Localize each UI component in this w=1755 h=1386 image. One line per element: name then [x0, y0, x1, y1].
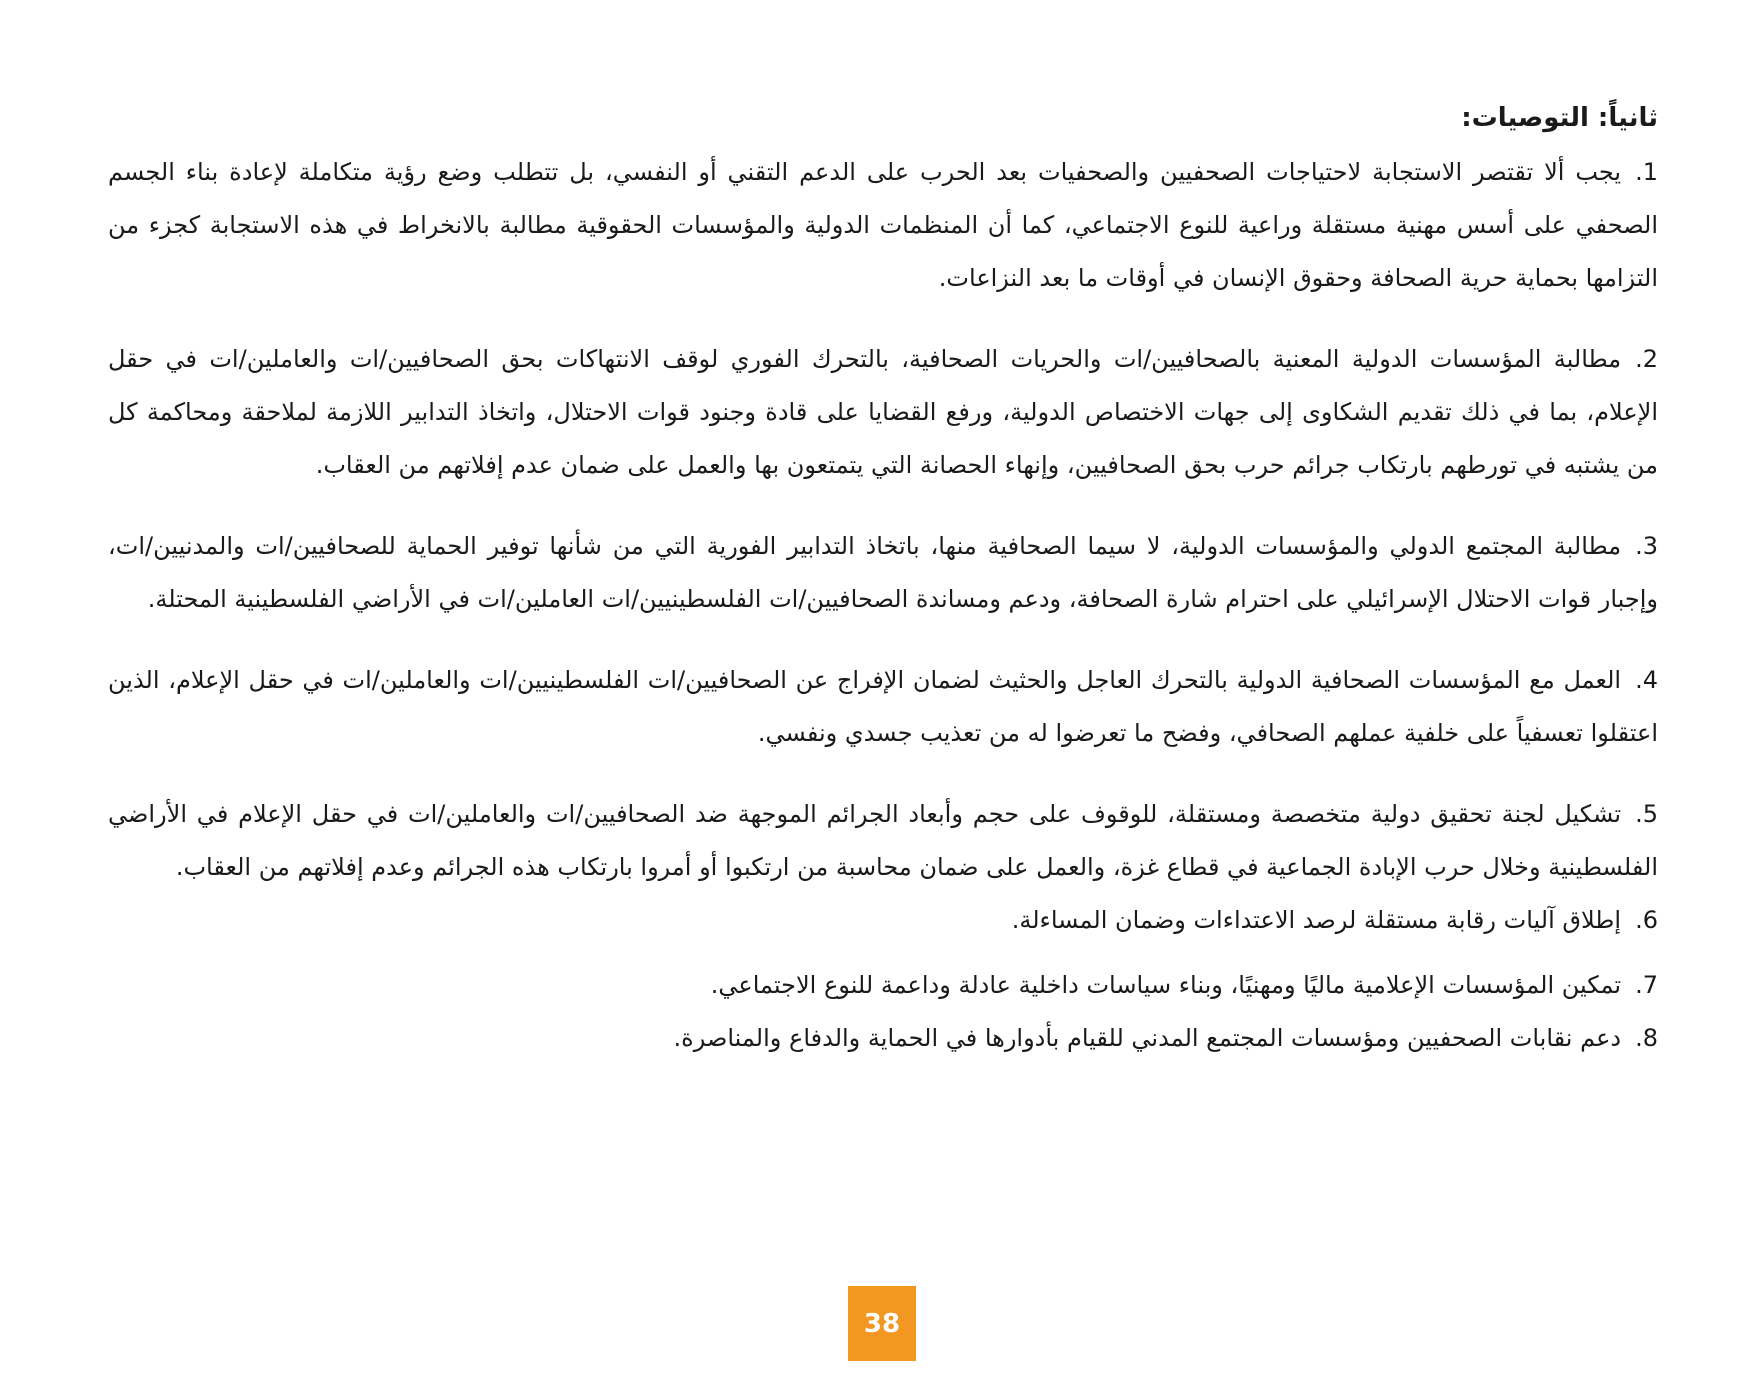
item-number: 3.	[1635, 532, 1658, 560]
item-text: دعم نقابات الصحفيين ومؤسسات المجتمع المدني للقيام بأدوارها في الحماية والدفاع والمناصرة.	[673, 1024, 1622, 1052]
list-item	[108, 146, 1658, 305]
list-item	[108, 333, 1658, 492]
recommendations-list	[108, 146, 1658, 1065]
item-text: يجب ألا تقتصر الاستجابة لاحتياجات الصحفيين والصحفيات بعد الحرب على الدعم التقني أو النفسي، بل تتطلب وضع رؤية متكاملة لإعادة بناء الجسم الصحفي على أسس مهنية مستقلة وراعية للنوع الاجتماعي، كما أن المنظمات الدولية والمؤسسات الحقوقية مطالبة بالانخراط في هذه الاستجابة كجزء من التزامها بحماية حرية الصحافة وحقوق الإنسان في أوقات ما بعد النزاعات.	[108, 158, 1658, 292]
item-text: مطالبة المجتمع الدولي والمؤسسات الدولية، لا سيما الصحافية منها، باتخاذ التدابير الفورية التي من شأنها توفير الحماية للصحافيين/ات والمدنيين/ات، وإجبار قوات الاحتلال الإسرائيلي على احترام شارة الصحافة، ودعم ومساندة الصحافيين/ات الفلسطينيين/ات العاملين/ات في الأراضي الفلسطينية المحتلة.	[108, 532, 1658, 613]
item-number: 8.	[1635, 1024, 1658, 1052]
item-number: 2.	[1635, 345, 1658, 373]
list-item	[108, 520, 1658, 626]
list-item	[108, 894, 1658, 947]
section-heading: ثانياً: التوصيات:	[1461, 103, 1658, 133]
page-number-badge: 38	[848, 1286, 916, 1361]
item-text: مطالبة المؤسسات الدولية المعنية بالصحافيين/ات والحريات الصحافية، بالتحرك الفوري لوقف الانتهاكات بحق الصحافيين/ات والعاملين/ات في حقل الإعلام، بما في ذلك تقديم الشكاوى إلى جهات الاختصاص الدولية، ورفع القضايا على قادة وجنود قوات الاحتلال، واتخاذ التدابير اللازمة لملاحقة ومحاكمة كل من يشتبه في تورطهم بارتكاب جرائم حرب بحق الصحافيين، وإنهاء الحصانة التي يتمتعون بها والعمل على ضمان عدم إفلاتهم من العقاب.	[108, 345, 1658, 479]
item-text: تشكيل لجنة تحقيق دولية متخصصة ومستقلة، للوقوف على حجم وأبعاد الجرائم الموجهة ضد الصحافيين/ات والعاملين/ات في حقل الإعلام في الأراضي الفلسطينية وخلال حرب الإبادة الجماعية في قطاع غزة، والعمل على ضمان محاسبة من ارتكبوا أو أمروا بارتكاب هذه الجرائم وعدم إفلاتهم من العقاب.	[108, 800, 1658, 881]
list-item	[108, 788, 1658, 894]
item-number: 5.	[1635, 800, 1658, 828]
item-number: 6.	[1635, 906, 1658, 934]
item-text: تمكين المؤسسات الإعلامية ماليًا ومهنيًا، وبناء سياسات داخلية عادلة وداعمة للنوع الاجتماعي.	[710, 971, 1622, 999]
list-item	[108, 959, 1658, 1012]
item-text: العمل مع المؤسسات الصحافية الدولية بالتحرك العاجل والحثيث لضمان الإفراج عن الصحافيين/ات الفلسطينيين/ات والعاملين/ات في حقل الإعلام، الذين اعتقلوا تعسفياً على خلفية عملهم الصحافي، وفضح ما تعرضوا له من تعذيب جسدي ونفسي.	[108, 666, 1658, 747]
list-item	[108, 654, 1658, 760]
list-item	[108, 1012, 1658, 1065]
document-body	[108, 90, 1658, 1065]
item-text: إطلاق آليات رقابة مستقلة لرصد الاعتداءات وضمان المساءلة.	[1011, 906, 1622, 934]
item-number: 7.	[1635, 971, 1658, 999]
item-number: 1.	[1635, 158, 1658, 186]
item-number: 4.	[1635, 666, 1658, 694]
